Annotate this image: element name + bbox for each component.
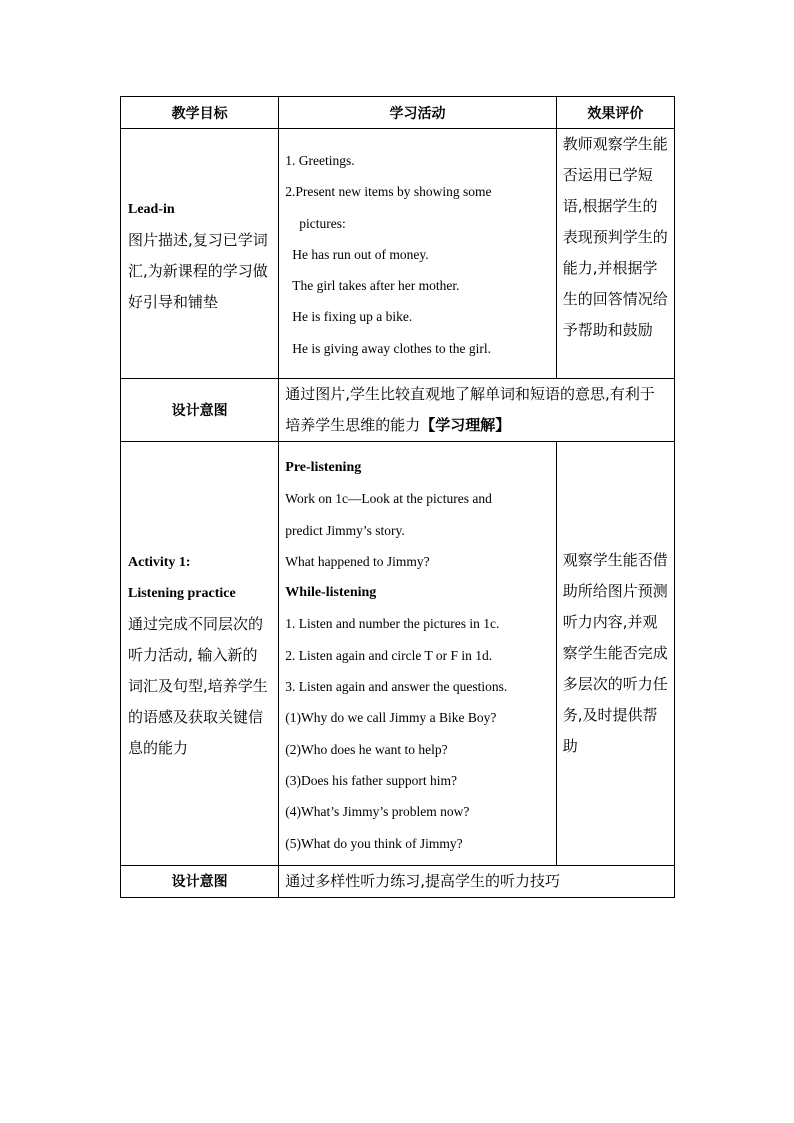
design-label-1: 设计意图 [121, 379, 279, 442]
design-text-1 [279, 379, 675, 442]
leadin-evaluation-cell: 教师观察学生能否运用已学短语,根据学生的表现预判学生的能力,并根据学生的回答情况给予帮助和鼓励 [556, 129, 674, 379]
activity1-title: Activity 1: [128, 554, 191, 570]
leadin-line: He has run out of money. [292, 246, 429, 262]
design-row-1 [121, 379, 675, 442]
while-listening-heading: While-listening [285, 585, 377, 601]
while-listening-line: 2. Listen again and circle T or F in 1d. [285, 647, 493, 663]
design-text-2: 通过多样性听力练习,提高学生的听力技巧 [279, 865, 675, 897]
header-row [121, 97, 675, 129]
activity1-subtitle: Listening practice [128, 585, 236, 601]
leadin-activity-cell [279, 129, 557, 379]
header-activity: 学习活动 [279, 97, 557, 129]
design-label-2: 设计意图 [121, 865, 279, 897]
while-listening-line: (1)Why do we call Jimmy a Bike Boy? [285, 710, 497, 726]
activity1-activity-cell [279, 442, 557, 866]
design-text-1-body: 通过图片,学生比较直观地了解单词和短语的意思,有利于培养学生思维的能力 [285, 385, 655, 434]
leadin-goal-text: 图片描述,复习已学词汇,为新课程的学习做好引导和铺垫 [128, 230, 268, 311]
activity1-evaluation-cell: 观察学生能否借助所给图片预测听力内容,并观察学生能否完成多层次的听力任务,及时提供帮助 [556, 442, 674, 866]
leadin-line: He is fixing up a bike. [292, 309, 413, 325]
lesson-plan-table [120, 96, 675, 898]
while-listening-line: 1. Listen and number the pictures in 1c. [285, 616, 500, 632]
leadin-title: Lead-in [128, 201, 175, 217]
while-listening-line: (4)What’s Jimmy’s problem now? [285, 804, 470, 820]
pre-listening-line: What happened to Jimmy? [285, 553, 430, 569]
leadin-line: The girl takes after her mother. [292, 278, 460, 294]
pre-listening-line: Work on 1c—Look at the pictures and [285, 491, 492, 507]
leadin-goal-cell [121, 129, 279, 379]
header-evaluation: 效果评价 [556, 97, 674, 129]
leadin-line: 1. Greetings. [285, 153, 355, 168]
activity1-row [121, 442, 675, 866]
pre-listening-line: predict Jimmy’s story. [285, 522, 405, 538]
activity1-goal-text: 通过完成不同层次的听力活动, 输入新的词汇及句型,培养学生的语感及获取关键信息的能力 [128, 614, 268, 757]
design-row-2 [121, 865, 675, 897]
pre-listening-heading: Pre-listening [285, 460, 362, 475]
leadin-line: 2.Present new items by showing some [285, 184, 492, 200]
leadin-line: He is giving away clothes to the girl. [292, 340, 491, 356]
header-goal: 教学目标 [121, 97, 279, 129]
leadin-line: pictures: [299, 215, 346, 231]
while-listening-line: (2)Who does he want to help? [285, 741, 448, 757]
while-listening-line: (5)What do you think of Jimmy? [285, 835, 463, 851]
while-listening-line: (3)Does his father support him? [285, 772, 457, 788]
design-tag-1: 【学习理解】 [420, 416, 511, 434]
activity1-goal-cell [121, 442, 279, 866]
leadin-row [121, 129, 675, 379]
while-listening-line: 3. Listen again and answer the questions. [285, 679, 508, 695]
